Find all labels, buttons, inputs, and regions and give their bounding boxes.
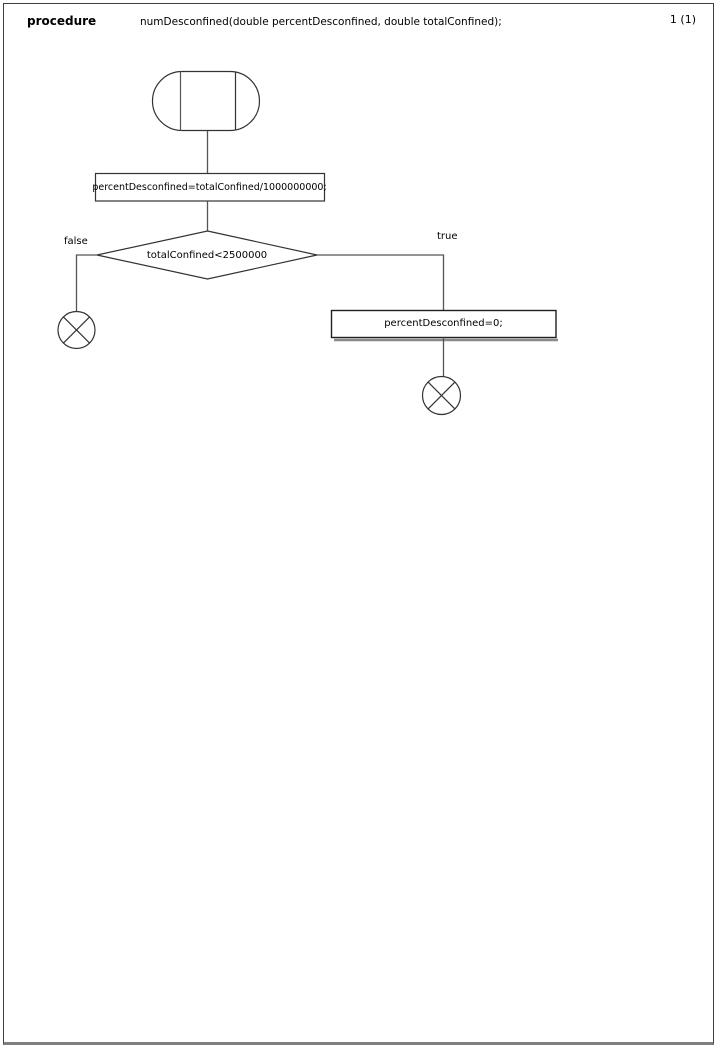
start-symbol bbox=[153, 72, 260, 131]
return-terminator-icon bbox=[423, 377, 461, 415]
true-branch-label: true bbox=[437, 231, 458, 242]
process-2-statement: percentDesconfined=0; bbox=[384, 318, 503, 329]
decision-condition: totalConfined<2500000 bbox=[146, 249, 268, 261]
procedure-kind-label: procedure bbox=[27, 14, 97, 28]
return-terminator-icon bbox=[58, 312, 95, 349]
procedure-signature: numDesconfined(double percentDesconfined, double totalConfined); bbox=[140, 16, 502, 28]
false-branch-label: false bbox=[64, 236, 88, 247]
page-number: 1 (1) bbox=[669, 13, 696, 26]
connector-true-branch bbox=[317, 255, 444, 311]
connector-false-branch bbox=[77, 255, 98, 312]
process-1-statement: percentDesconfined=totalConfined/1000000000; bbox=[92, 181, 327, 193]
